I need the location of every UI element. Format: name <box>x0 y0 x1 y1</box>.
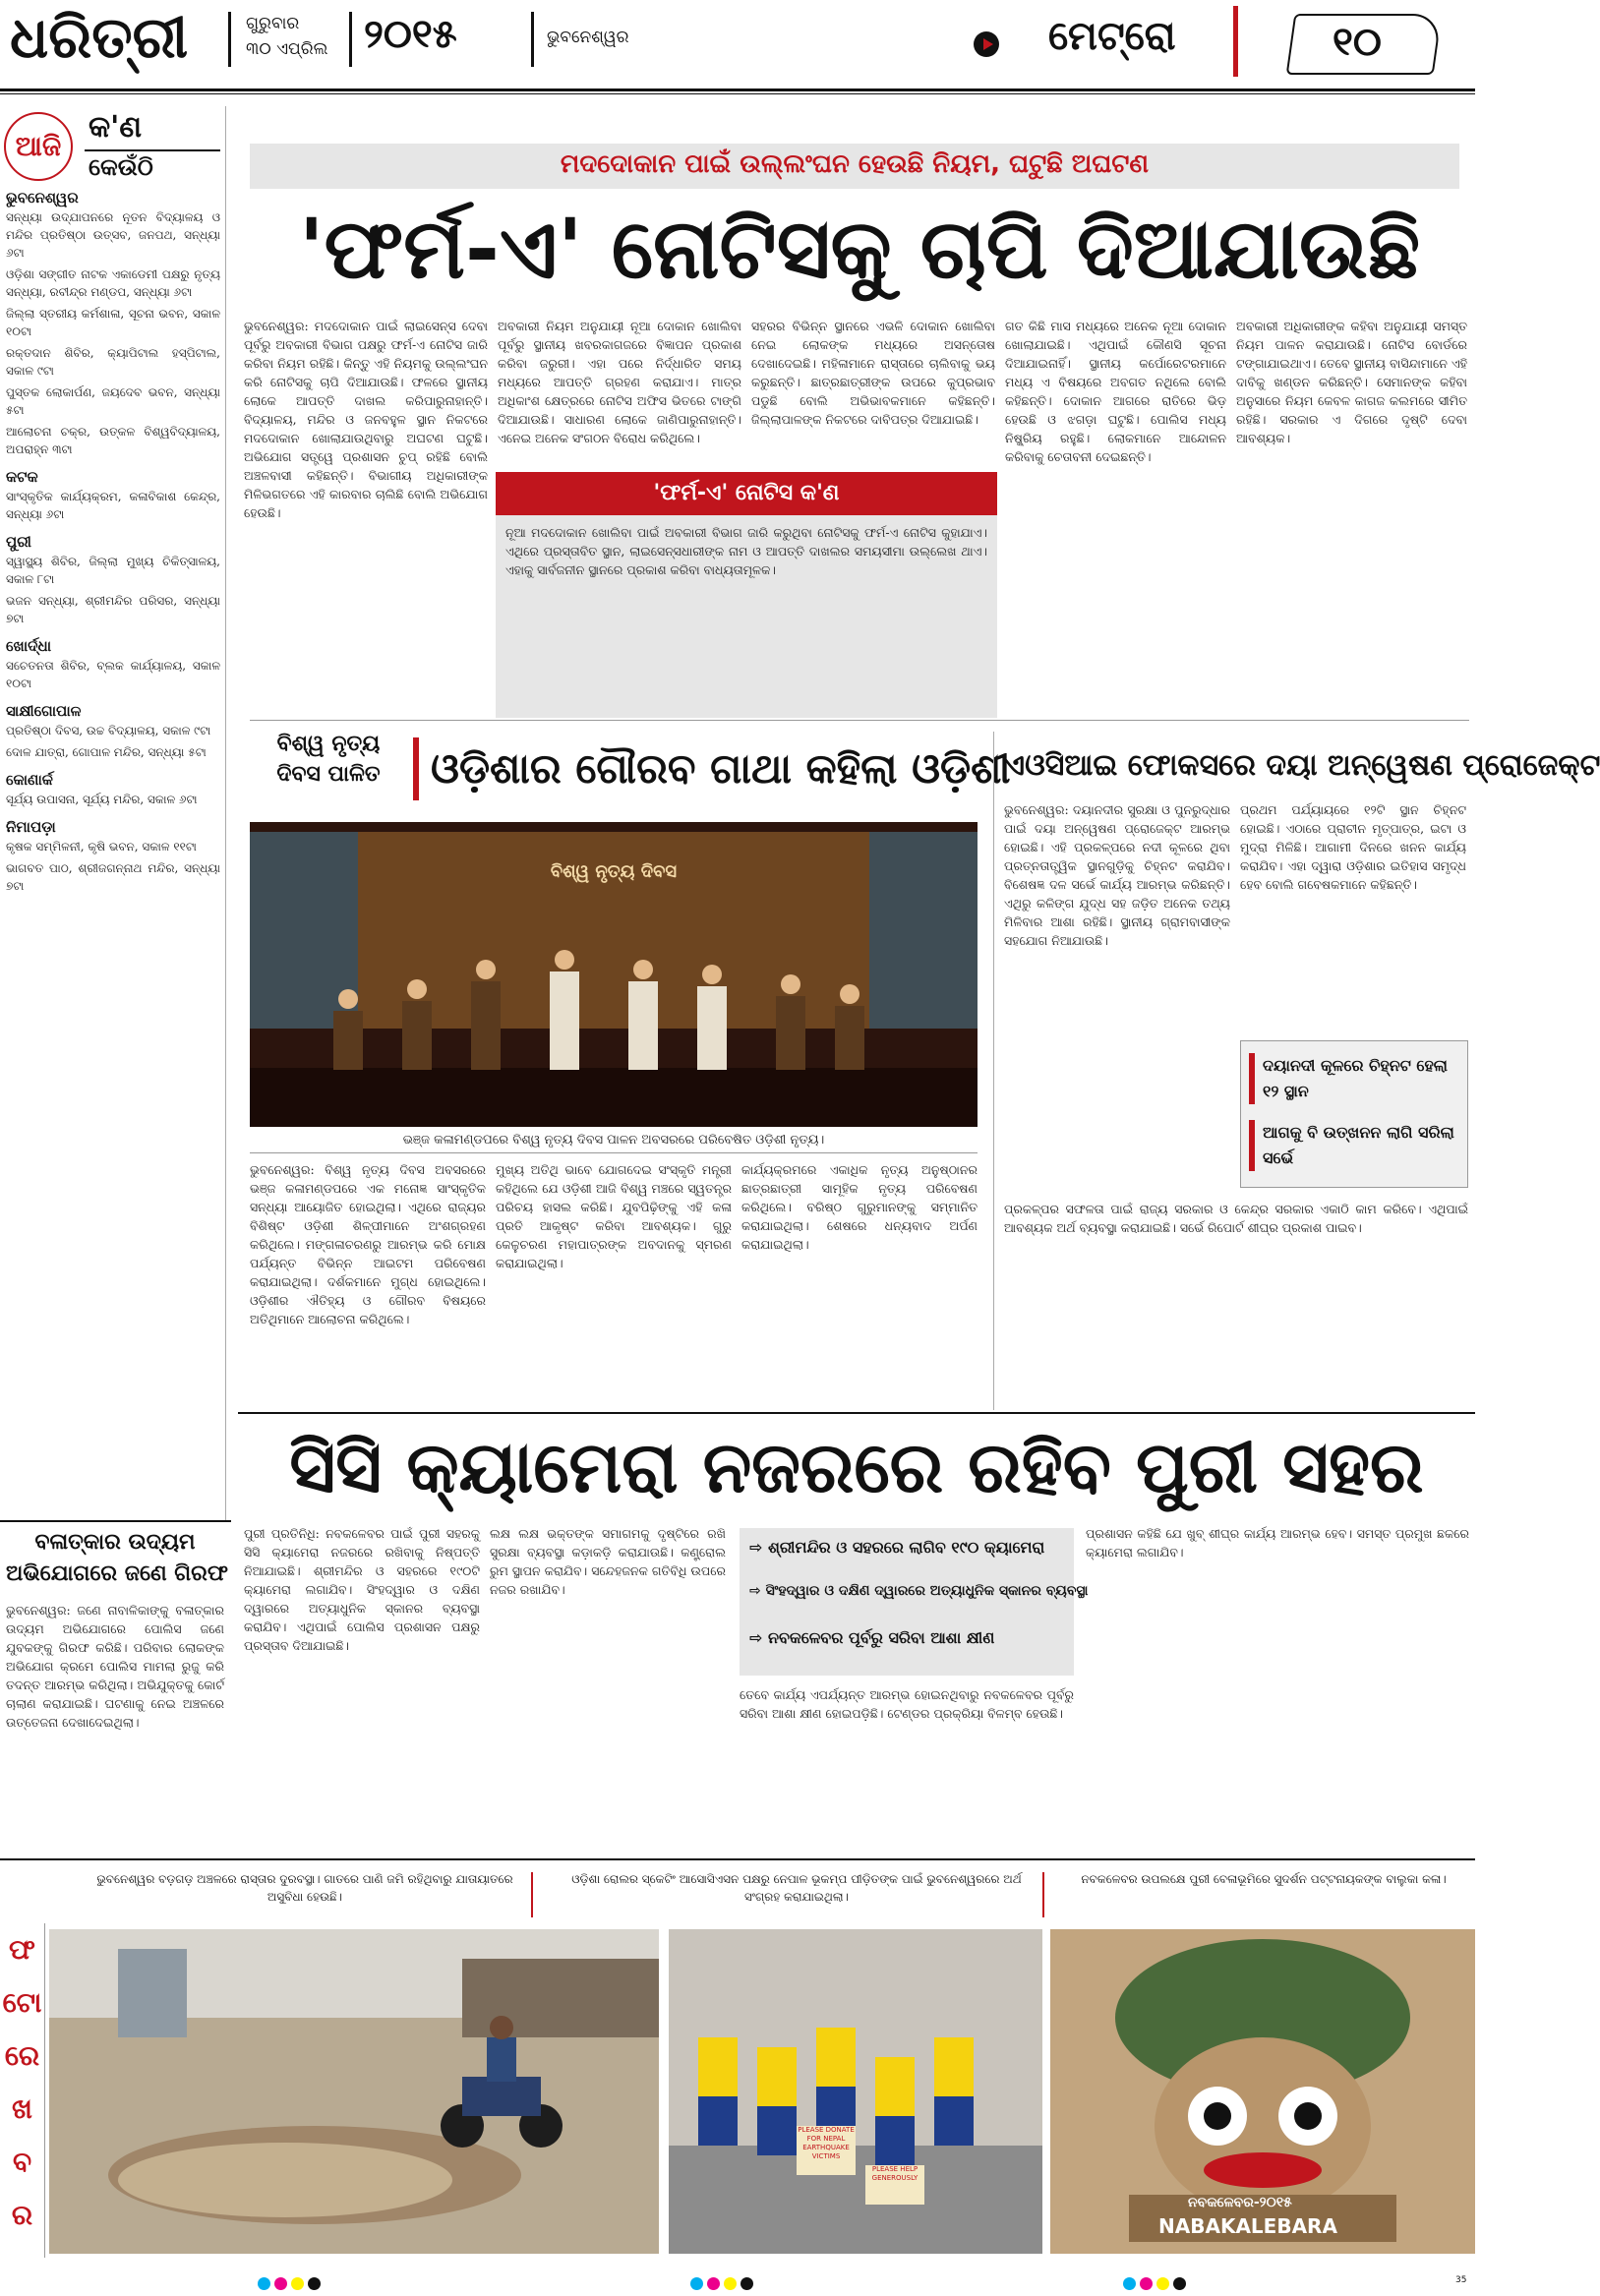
sand-art-english-text: NABAKALEBARA <box>1158 2214 1337 2238</box>
sand-art-photo <box>1050 1929 1475 2254</box>
today-label: ଆଜି <box>4 112 73 181</box>
lead-body-col4: ଗତ କିଛି ମାସ ମଧ୍ୟରେ ଅନେକ ନୂଆ ଦୋକାନ ଖୋଲାଯାଇଛି। ଏଥିପାଇଁ କୌଣସି ସୂଚନା ଦିଆଯାଇନାହିଁ। ସ୍ଥାନୀୟ କର୍ପୋରେଟରମାନେ ମଧ୍ୟ ଏ ବିଷୟରେ ଅବଗତ ନଥିଲେ ବୋଲି କହିଛନ୍ତି। ଦୋକାନ ଆଗରେ ରାତିରେ ଭିଡ଼ ହେଉଛି ଓ ଝଗଡ଼ା ଘଟୁଛି। ପୋଲିସ ମଧ୍ୟ ନିଷ୍କ୍ରିୟ ରହୁଛି। ଲୋକମାନେ ଆନ୍ଦୋଳନ କରିବାକୁ ଚେତାବନୀ ଦେଇଛନ୍ତି। <box>1005 319 1226 464</box>
list-item: ପୁସ୍ତକ ଲୋକାର୍ପଣ, ଜୟଦେବ ଭବନ, ସନ୍ଧ୍ୟା ୫ଟା <box>6 385 220 417</box>
footer <box>0 2271 1475 2296</box>
newspaper-logo: ଧରିତ୍ରୀ <box>10 4 189 71</box>
today-title: କ'ଣ <box>89 110 143 145</box>
list-item: ପ୍ରତିଷ୍ଠା ଦିବସ, ଉଚ୍ଚ ବିଦ୍ୟାଳୟ, ସକାଳ ୯ଟା <box>6 724 211 737</box>
eco-headline: ଏଓସିଆଇ ଫୋକସରେ ଦୟା ଅନ୍ୱେଷଣ ପ୍ରୋଜେକ୍ଟ <box>1004 748 1600 783</box>
print-registration-marks <box>688 2275 755 2294</box>
puri-story <box>238 1418 1475 1851</box>
list-item: ସ୍ୱାସ୍ଥ୍ୟ ଶିବିର, ଜିଲ୍ଲା ମୁଖ୍ୟ ଚିକିତ୍ସାଳୟ, ସକାଳ ୮ଟା <box>6 555 220 586</box>
eco-point: ଆଗକୁ ବି ଉତ୍ଖନନ ଲାଗି ସରିଲା ସର୍ଭେ <box>1249 1120 1459 1171</box>
dance-tag-line2: ଦିବସ ପାଳିତ <box>276 762 381 787</box>
dance-story <box>238 732 1011 1410</box>
dance-caption: ଭଞ୍ଜ କଳାମଣ୍ଡପରେ ବିଶ୍ୱ ନୃତ୍ୟ ଦିବସ ପାଳନ ଅବସରରେ ପରିବେଷିତ ଓଡ଼ିଶୀ ନୃତ୍ୟ। <box>402 1133 825 1148</box>
eco-body-col3: ପ୍ରକଳ୍ପର ସଫଳତା ପାଇଁ ରାଜ୍ୟ ସରକାର ଓ କେନ୍ଦ୍ର ସରକାର ଏକାଠି କାମ କରିବେ। ଏଥିପାଇଁ ଆବଶ୍ୟକ ଅର୍ଥ ବ୍ୟବସ୍ଥା କରାଯାଇଛି। ସର୍ଭେ ରିପୋର୍ଟ ଶୀଘ୍ର ପ୍ରକାଶ ପାଇବ। <box>1004 1202 1468 1235</box>
eco-points-box <box>1240 1040 1468 1188</box>
today-subtitle: କେଉଁଠି <box>89 153 153 181</box>
print-registration-marks <box>256 2275 323 2294</box>
list-item: ଭଜନ ସନ୍ଧ୍ୟା, ଶ୍ରୀମନ୍ଦିର ପରିସର, ସନ୍ଧ୍ୟା ୭ଟା <box>6 594 220 625</box>
photo-caption-3: ନବକଳେବର ଉପଲକ୍ଷେ ପୁରୀ ବେଳାଭୂମିରେ ସୁଦର୍ଶନ ପଟ୍ଟନାୟକଙ୍କ ବାଲୁକା କଳା। <box>1081 1872 1447 1886</box>
lead-box-body: ନୂଆ ମଦଦୋକାନ ଖୋଲିବା ପାଇଁ ଅବକାରୀ ବିଭାଗ ଜାରି କରୁଥିବା ନୋଟିସକୁ ଫର୍ମ-ଏ ନୋଟିସ କୁହାଯାଏ। ଏଥିରେ ପ୍ରସ୍ତାବିତ ସ୍ଥାନ, ଲାଇସେନ୍ସଧାରୀଙ୍କ ନାମ ଓ ଆପତ୍ତି ଦାଖଲର ସମୟସୀମା ଉଲ୍ଲେଖ ଥାଏ। ଏହାକୁ ସାର୍ବଜନୀନ ସ୍ଥାନରେ ପ୍ରକାଶ କରିବା ବାଧ୍ୟତାମୂଳକ। <box>505 525 987 577</box>
arrow-icon: ⇨ <box>749 1583 766 1599</box>
puri-point <box>749 1583 1089 1599</box>
list-item: ସାଂସ୍କୃତିକ କାର୍ଯ୍ୟକ୍ରମ, କଳାବିକାଶ କେନ୍ଦ୍ର, ସନ୍ଧ୍ୟା ୬ଟା <box>6 490 220 521</box>
puri-body-col1: ପୁରୀ ପ୍ରତିନିଧି: ନବକଳେବର ପାଇଁ ପୁରୀ ସହରକୁ ସିସି କ୍ୟାମେରା ନଜରରେ ରଖିବାକୁ ନିଷ୍ପତ୍ତି ନିଆଯାଇଛି। ଶ୍ରୀମନ୍ଦିର ଓ ସହରରେ ୧୯୦ଟି କ୍ୟାମେରା ଲଗାଯିବ। ସିଂହଦ୍ୱାର ଓ ଦକ୍ଷିଣ ଦ୍ୱାରରେ ଅତ୍ୟାଧୁନିକ ସ୍କାନର ବ୍ୟବସ୍ଥା କରାଯିବ। ଏଥିପାଇଁ ପୋଲିସ ପ୍ରଶାସନ ପକ୍ଷରୁ ପ୍ରସ୍ତାବ ଦିଆଯାଇଛି। <box>244 1526 480 1653</box>
lead-kicker: ମଦଦୋକାନ ପାଇଁ ଉଲ୍ଲଂଘନ ହେଉଛି ନିୟମ, ଘଟୁଛି ଅଘଟଣ <box>560 149 1150 179</box>
lead-headline: 'ଫର୍ମ-ଏ' ନୋଟିସକୁ ଚାପି ଦିଆଯାଉଛି <box>298 201 1421 297</box>
skating-photo <box>669 1929 1042 2254</box>
list-item: ଆଲୋଚନା ଚକ୍ର, ଉତ୍କଳ ବିଶ୍ୱବିଦ୍ୟାଳୟ, ଅପରାହ୍ନ ୩ଟା <box>6 425 220 456</box>
city-head-puri: ପୁରୀ <box>6 533 31 551</box>
dance-tag-line1: ବିଶ୍ୱ ନୃତ୍ୟ <box>276 732 381 756</box>
eco-body-col2: ପ୍ରଥମ ପର୍ଯ୍ୟାୟରେ ୧୨ଟି ସ୍ଥାନ ଚିହ୍ନଟ ହୋଇଛି। ଏଠାରେ ପ୍ରାଚୀନ ମୃତ୍ପାତ୍ର, ଇଟା ଓ ମୁଦ୍ରା ମିଳିଛି। ଆଗାମୀ ଦିନରେ ଖନନ କାର୍ଯ୍ୟ କରାଯିବ। ଏହା ଦ୍ୱାରା ଓଡ଼ିଶାର ଇତିହାସ ସମୃଦ୍ଧ ହେବ ବୋଲି ଗବେଷକମାନେ କହିଛନ୍ତି। <box>1240 802 1466 892</box>
label-char: ଟୋ <box>2 1986 42 2019</box>
city-head-cuttack: କଟକ <box>6 468 38 486</box>
skating-photo-illustration <box>669 1929 1042 2254</box>
road-photo <box>49 1929 659 2254</box>
list-item: ଦୋଳ ଯାତ୍ରା, ଗୋପାଳ ମନ୍ଦିର, ସନ୍ଧ୍ୟା ୫ଟା <box>6 745 207 759</box>
lead-box <box>496 472 997 718</box>
dance-tag <box>250 732 407 810</box>
puri-body-col3: ତେବେ କାର୍ଯ୍ୟ ଏପର୍ଯ୍ୟନ୍ତ ଆରମ୍ଭ ହୋଇନଥିବାରୁ ନବକଳେବର ପୂର୍ବରୁ ସରିବା ଆଶା କ୍ଷୀଣ ହୋଇପଡ଼ିଛି। ଟେଣ୍ଡର ପ୍ରକ୍ରିୟା ବିଳମ୍ବ ହେଉଛି। <box>740 1687 1074 1721</box>
label-char: ରେ <box>4 2039 40 2072</box>
photo-feature <box>0 1864 1475 2267</box>
lead-box-title: 'ଫର୍ମ-ଏ' ନୋଟିସ କ'ଣ <box>496 472 997 515</box>
masthead-year: ୨୦୧୫ <box>364 12 457 57</box>
print-registration-marks <box>1121 2275 1188 2294</box>
puri-point <box>749 1538 1064 1558</box>
sand-art-odia-text: ନବକଳେବର-୨୦୧୫ <box>1188 2195 1292 2210</box>
arrest-headline-1: ବଳାତ୍କାର ଉଦ୍ୟମ <box>34 1530 196 1555</box>
lead-story <box>238 144 1475 724</box>
masthead-city: ଭୁବନେଶ୍ୱର <box>547 28 629 47</box>
list-item: ଭାଗବତ ପାଠ, ଶ୍ରୀଜଗନ୍ନାଥ ମନ୍ଦିର, ସନ୍ଧ୍ୟା ୭ଟା <box>6 861 220 893</box>
arrest-story-box <box>0 1520 231 1854</box>
dance-body-col1: ଭୁବନେଶ୍ୱର: ବିଶ୍ୱ ନୃତ୍ୟ ଦିବସ ଅବସରରେ ଭଞ୍ଜ କଳାମଣ୍ଡପରେ ଏକ ମନୋଜ୍ଞ ସାଂସ୍କୃତିକ ସନ୍ଧ୍ୟା ଆୟୋଜିତ ହୋଇଥିଲା। ଏଥିରେ ରାଜ୍ୟର ବିଶିଷ୍ଟ ଓଡ଼ିଶୀ ଶିଳ୍ପୀମାନେ ଅଂଶଗ୍ରହଣ କରିଥିଲେ। ମଙ୍ଗଳାଚରଣରୁ ଆରମ୍ଭ କରି ମୋକ୍ଷ ପର୍ଯ୍ୟନ୍ତ ବିଭିନ୍ନ ଆଇଟମ ପରିବେଷଣ କରାଯାଇଥିଲା। ଦର୍ଶକମାନେ ମୁଗ୍ଧ ହୋଇଥିଲେ। ଓଡ଼ିଶୀର ଐତିହ୍ୟ ଓ ଗୌରବ ବିଷୟରେ ଅତିଥିମାନେ ଆଲୋଚନା କରିଥିଲେ। <box>250 1162 486 1326</box>
play-icon <box>974 31 999 57</box>
puri-point-text: ଶ୍ରୀମନ୍ଦିର ଓ ସହରରେ ଲାଗିବ ୧୯୦ କ୍ୟାମେରା <box>767 1538 1045 1557</box>
eco-story <box>993 732 1600 1410</box>
arrest-body: ଭୁବନେଶ୍ୱର: ଜଣେ ନାବାଳିକାଙ୍କୁ ବଳାତ୍କାର ଉଦ୍ୟମ ଅଭିଯୋଗରେ ପୋଲିସ ଜଣେ ଯୁବକଙ୍କୁ ଗିରଫ କରିଛି। ପରିବାର ଲୋକଙ୍କ ଅଭିଯୋଗ କ୍ରମେ ପୋଲିସ ମାମଲା ରୁଜୁ କରି ତଦନ୍ତ ଆରମ୍ଭ କରିଥିଲା। ଅଭିଯୁକ୍ତକୁ କୋର୍ଟ ଚାଲାଣ କରାଯାଇଛି। ଘଟଣାକୁ ନେଇ ଅଞ୍ଚଳରେ ଉତ୍ତେଜନା ଦେଖାଦେଇଥିଲା। <box>6 1603 224 1730</box>
lead-body-col5: ଅବକାରୀ ଅଧିକାରୀଙ୍କ କହିବା ଅନୁଯାୟୀ ସମସ୍ତ ନିୟମ ପାଳନ କରାଯାଉଛି। ନୋଟିସ ବୋର୍ଡରେ ଟଙ୍ଗାଯାଇଥାଏ। ତେବେ ସ୍ଥାନୀୟ ବାସିନ୍ଦାମାନେ ଏହି ଦାବିକୁ ଖଣ୍ଡନ କରିଛନ୍ତି। ସେମାନଙ୍କ କହିବା ଅନୁସାରେ ନିୟମ କେବଳ କାଗଜ କଲମରେ ସୀମିତ ରହିଛି। ସରକାର ଏ ଦିଗରେ ଦୃଷ୍ଟି ଦେବା ଆବଶ୍ୟକ। <box>1236 319 1467 445</box>
dance-body-col2: ମୁଖ୍ୟ ଅତିଥି ଭାବେ ଯୋଗଦେଇ ସଂସ୍କୃତି ମନ୍ତ୍ରୀ କହିଥିଲେ ଯେ ଓଡ଼ିଶୀ ଆଜି ବିଶ୍ୱ ମଞ୍ଚରେ ସ୍ୱତନ୍ତ୍ର ପରିଚୟ ହାସଲ କରିଛି। ଯୁବପିଢ଼ିଙ୍କୁ ଏହି କଳା ପ୍ରତି ଆକୃଷ୍ଟ କରିବା ଆବଶ୍ୟକ। ଗୁରୁ କେଳୁଚରଣ ମହାପାତ୍ରଙ୍କ ଅବଦାନକୁ ସ୍ମରଣ କରାଯାଇଥିଲା। <box>496 1162 732 1270</box>
photo-caption-2: ଓଡ଼ିଶା ରୋଲର ସ୍କେଟିଂ ଆସୋସିଏସନ ପକ୍ଷରୁ ନେପାଳ ଭୂକମ୍ପ ପୀଡ଼ିତଙ୍କ ପାଇଁ ଭୁବନେଶ୍ୱରରେ ଅର୍ଥ ସଂଗ୍ରହ କରାଯାଇଥିଲା। <box>571 1872 1022 1904</box>
help-sign: PLEASE HELP GENEROUSLY <box>871 2165 919 2182</box>
label-char: ଖ <box>12 2092 32 2125</box>
list-item: କୃଷକ ସମ୍ମିଳନୀ, କୃଷି ଭବନ, ସକାଳ ୧୧ଟା <box>6 840 197 854</box>
arrest-headline-2: ଅଭିଯୋଗରେ ଜଣେ ଗିରଫ <box>6 1561 228 1586</box>
masthead <box>0 0 1475 98</box>
arrow-icon: ⇨ <box>749 1628 768 1647</box>
footer-page-number: 35 <box>1455 2275 1467 2285</box>
section-title: ମେଟ୍ରୋ <box>1048 14 1176 59</box>
lead-body-col3: ସହରର ବିଭିନ୍ନ ସ୍ଥାନରେ ଏଭଳି ଦୋକାନ ଖୋଲିବା ନେଇ ଲୋକଙ୍କ ମଧ୍ୟରେ ଅସନ୍ତୋଷ ଦେଖାଦେଇଛି। ମହିଳାମାନେ ରାସ୍ତାରେ ଚାଲିବାକୁ ଭୟ କରୁଛନ୍ତି। ଛାତ୍ରଛାତ୍ରୀଙ୍କ ଉପରେ କୁପ୍ରଭାବ ପଡୁଛି ବୋଲି ଅଭିଭାବକମାନେ କହିଛନ୍ତି। ଜିଲ୍ଲାପାଳଙ୍କ ନିକଟରେ ଦାବିପତ୍ର ଦିଆଯାଇଛି। <box>751 319 995 427</box>
lead-body-col1: ଭୁବନେଶ୍ୱର: ମଦଦୋକାନ ପାଇଁ ଲାଇସେନ୍ସ ଦେବା ପୂର୍ବରୁ ଅବକାରୀ ବିଭାଗ ପକ୍ଷରୁ ଫର୍ମ-ଏ ନୋଟିସ ଜାରି କରିବା ନିୟମ ରହିଛି। କିନ୍ତୁ ଏହି ନିୟମକୁ ଉଲ୍ଲଂଘନ କରି ନୋଟିସକୁ ଚାପି ଦିଆଯାଉଛି। ଫଳରେ ସ୍ଥାନୀୟ ଲୋକେ ଆପତ୍ତି ଦାଖଲ କରିପାରୁନାହାନ୍ତି। ବିଦ୍ୟାଳୟ, ମନ୍ଦିର ଓ ଜନବହୁଳ ସ୍ଥାନ ନିକଟରେ ମଦଦୋକାନ ଖୋଲାଯାଉଥିବାରୁ ଅଘଟଣ ଘଟୁଛି। ଅଭିଯୋଗ ସତ୍ତ୍ୱେ ପ୍ରଶାସନ ଚୁପ୍ ରହିଛି ବୋଲି ଅଞ୍ଚଳବାସୀ କହିଛନ୍ତି। ବିଭାଗୀୟ ଅଧିକାରୀଙ୍କ ମିଳିଭଗତରେ ଏହି କାରବାର ଚାଲିଛି ବୋଲି ଅଭିଯୋଗ ହେଉଛି। <box>244 319 488 520</box>
puri-points-box <box>740 1528 1089 1676</box>
label-char: ଫ <box>9 1933 35 1966</box>
masthead-date: ୩୦ ଏପ୍ରିଲ <box>246 39 328 59</box>
eco-point: ଦୟାନଦୀ କୂଳରେ ଚିହ୍ନଟ ହେଲା ୧୨ ସ୍ଥାନ <box>1249 1053 1459 1104</box>
eco-body-col1: ଭୁବନେଶ୍ୱର: ଦୟାନଦୀର ସୁରକ୍ଷା ଓ ପୁନରୁଦ୍ଧାର ପାଇଁ ଦୟା ଅନ୍ୱେଷଣ ପ୍ରୋଜେକ୍ଟ ଆରମ୍ଭ ହୋଇଛି। ଏହି ପ୍ରକଳ୍ପରେ ନଦୀ କୂଳରେ ଥିବା ପ୍ରତ୍ନତାତ୍ତ୍ୱିକ ସ୍ଥାନଗୁଡ଼ିକୁ ଚିହ୍ନଟ କରାଯିବ। ବିଶେଷଜ୍ଞ ଦଳ ସର୍ଭେ କାର୍ଯ୍ୟ ଆରମ୍ଭ କରିଛନ୍ତି। ଏଥିରୁ କଳିଙ୍ଗ ଯୁଦ୍ଧ ସହ ଜଡ଼ିତ ଅନେକ ତଥ୍ୟ ମିଳିବାର ଆଶା ରହିଛି। ସ୍ଥାନୀୟ ଗ୍ରାମବାସୀଙ୍କ ସହଯୋଗ ନିଆଯାଉଛି। <box>1004 802 1230 948</box>
list-item: ସୂର୍ଯ୍ୟ ଉପାସନା, ସୂର୍ଯ୍ୟ ମନ୍ଦିର, ସକାଳ ୬ଟା <box>6 793 198 806</box>
donation-sign: PLEASE DONATE FOR NEPAL EARTHQUAKE VICTIMS <box>798 2126 855 2160</box>
list-item: ଜିଲ୍ଲା ସ୍ତରୀୟ କର୍ମଶାଳା, ସୂଚନା ଭବନ, ସକାଳ ୧୦ଟା <box>6 307 220 338</box>
stage-banner: ବିଶ୍ୱ ନୃତ୍ୟ ଦିବସ <box>550 861 678 882</box>
dance-photo <box>250 822 978 1127</box>
label-char: ର <box>11 2199 33 2231</box>
dance-headline: ଓଡ଼ିଶାର ଗୌରବ ଗାଥା କହିଲା ଓଡ଼ିଶୀ <box>431 744 1011 793</box>
puri-body-col4: ପ୍ରଶାସନ କହିଛି ଯେ ଖୁବ୍ ଶୀଘ୍ର କାର୍ଯ୍ୟ ଆରମ୍ଭ ହେବ। ସମସ୍ତ ପ୍ରମୁଖ ଛକରେ କ୍ୟାମେରା ଲଗାଯିବ। <box>1086 1526 1469 1560</box>
list-item: ଓଡ଼ିଶା ସଙ୍ଗୀତ ନାଟକ ଏକାଡେମୀ ପକ୍ଷରୁ ନୃତ୍ୟ ସନ୍ଧ୍ୟା, ରବୀନ୍ଦ୍ର ମଣ୍ଡପ, ସନ୍ଧ୍ୟା ୬ଟା <box>6 267 220 299</box>
list-item: ସଚେତନତା ଶିବିର, ବ୍ଲକ କାର୍ଯ୍ୟାଳୟ, ସକାଳ ୧୦ଟା <box>6 659 220 690</box>
puri-point <box>749 1628 1064 1648</box>
page-number: ୧୦ <box>1333 20 1382 65</box>
puri-body-col2: ଲକ୍ଷ ଲକ୍ଷ ଭକ୍ତଙ୍କ ସମାଗମକୁ ଦୃଷ୍ଟିରେ ରଖି ସୁରକ୍ଷା ବ୍ୟବସ୍ଥା କଡ଼ାକଡ଼ି କରାଯାଉଛି। କଣ୍ଟ୍ରୋଲ ରୁମ ସ୍ଥାପନ କରାଯିବ। ସନ୍ଦେହଜନକ ଗତିବିଧି ଉପରେ ନଜର ରଖାଯିବ। <box>490 1526 726 1597</box>
road-photo-illustration <box>49 1929 659 2254</box>
city-head-khordha: ଖୋର୍ଦ୍ଧା <box>6 637 52 655</box>
puri-headline: ସିସି କ୍ୟାମେରା ନଜରରେ ରହିବ ପୁରୀ ସହର <box>289 1426 1424 1508</box>
city-head-bhubaneswar: ଭୁବନେଶ୍ୱର <box>6 189 79 206</box>
masthead-day: ଗୁରୁବାର <box>246 14 300 33</box>
list-item: ରକ୍ତଦାନ ଶିବିର, କ୍ୟାପିଟାଲ ହସ୍ପିଟାଲ, ସକାଳ ୯ଟା <box>6 346 220 378</box>
dance-body-col3: କାର୍ଯ୍ୟକ୍ରମରେ ଏକାଧିକ ନୃତ୍ୟ ଅନୁଷ୍ଠାନର ଛାତ୍ରଛାତ୍ରୀ ସାମୂହିକ ନୃତ୍ୟ ପରିବେଷଣ କରିଥିଲେ। ବରିଷ୍ଠ ଗୁରୁମାନଙ୍କୁ ସମ୍ମାନିତ କରାଯାଇଥିଲା। ଶେଷରେ ଧନ୍ୟବାଦ ଅର୍ପଣ କରାଯାଇଥିଲା। <box>741 1162 978 1252</box>
puri-point-text: ନବକଳେବର ପୂର୍ବରୁ ସରିବା ଆଶା କ୍ଷୀଣ <box>767 1628 995 1647</box>
city-head-nimapada: ନିମାପଡ଼ା <box>6 818 56 836</box>
lead-body-col2: ଅବକାରୀ ନିୟମ ଅନୁଯାୟୀ ନୂଆ ଦୋକାନ ଖୋଲିବା ପୂର୍ବରୁ ସ୍ଥାନୀୟ ଖବରକାଗଜରେ ବିଜ୍ଞାପନ ପ୍ରକାଶ କରିବା ଜରୁରୀ। ଏହା ପରେ ନିର୍ଦ୍ଧାରିତ ସମୟ ମଧ୍ୟରେ ଆପତ୍ତି ଗ୍ରହଣ କରାଯାଏ। ମାତ୍ର ଅଧିକାଂଶ କ୍ଷେତ୍ରରେ ନୋଟିସ ଅଫିସ ଭିତରେ ଟାଙ୍ଗି ଦିଆଯାଉଛି। ସାଧାରଣ ଲୋକେ ଜାଣିପାରୁନାହାନ୍ତି। ଏନେଇ ଅନେକ ସଂଗଠନ ବିରୋଧ କରିଥିଲେ। <box>498 319 741 445</box>
city-head-sakhigopal: ସାକ୍ଷୀଗୋପାଳ <box>6 702 82 720</box>
photo-caption-1: ଭୁବନେଶ୍ୱର ବଡ଼ଗଡ଼ ଅଞ୍ଚଳରେ ରାସ୍ତାର ଦୁରବସ୍ଥା। ଗାତରେ ପାଣି ଜମି ରହିଥିବାରୁ ଯାତାୟାତରେ ଅସୁବିଧା ହେଉଛି। <box>96 1872 513 1904</box>
city-head-konark: କୋଣାର୍କ <box>6 771 53 789</box>
label-char: ବ <box>12 2146 32 2178</box>
puri-point-text: ସିଂହଦ୍ୱାର ଓ ଦକ୍ଷିଣ ଦ୍ୱାରରେ ଅତ୍ୟାଧୁନିକ ସ୍କାନର ବ୍ୟବସ୍ଥା <box>765 1583 1089 1599</box>
arrow-icon: ⇨ <box>749 1538 768 1557</box>
photo-feature-label <box>0 1923 45 2258</box>
list-item: ସନ୍ଧ୍ୟା ଉଦ୍‌ଯାପନରେ ନୂତନ ବିଦ୍ୟାଳୟ ଓ ମନ୍ଦିର ପ୍ରତିଷ୍ଠା ଉତ୍ସବ, ଜନପଥ, ସନ୍ଧ୍ୟା ୬ଟା <box>6 210 220 260</box>
